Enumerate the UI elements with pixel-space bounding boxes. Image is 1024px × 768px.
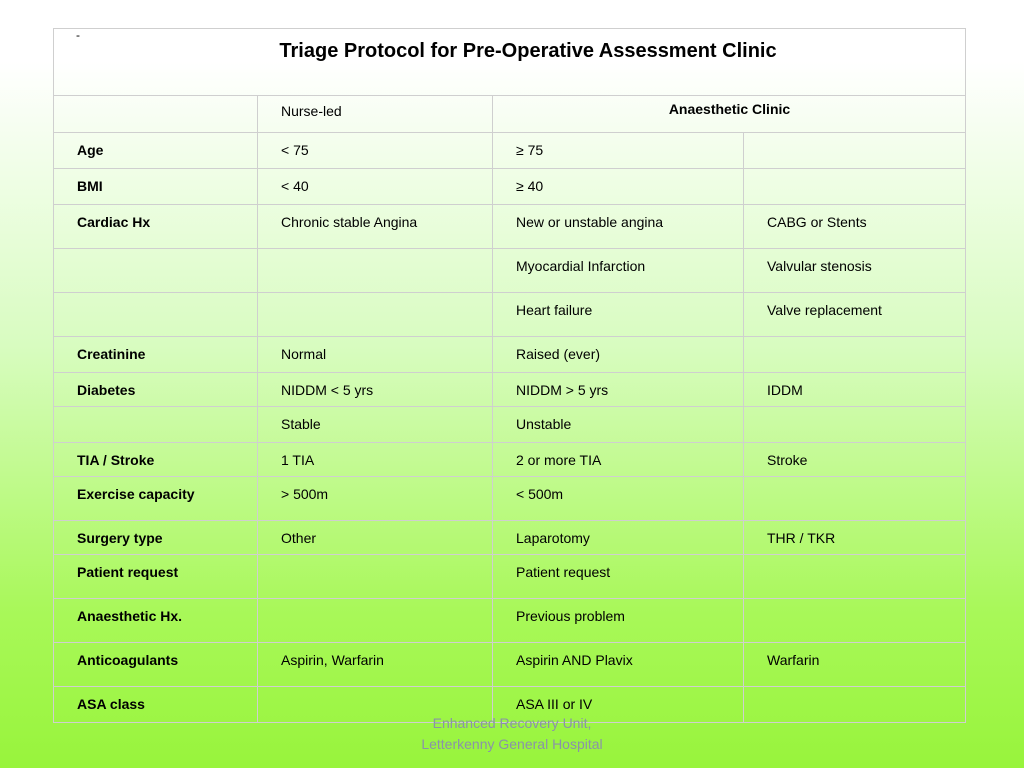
table-row [54,133,966,169]
nurse-led-cell: 1 TIA [258,443,493,477]
table-row [54,443,966,477]
anaesthetic-cell: 2 or more TIA [493,443,744,477]
anaesthetic-extra-cell: IDDM [744,373,966,407]
nurse-led-header: Nurse-led [258,96,493,133]
nurse-led-cell [258,249,493,293]
nurse-led-cell: Aspirin, Warfarin [258,643,493,687]
table-row [54,337,966,373]
nurse-led-cell [258,293,493,337]
header-row [54,96,966,133]
nurse-led-cell: < 40 [258,169,493,205]
anaesthetic-cell: Aspirin AND Plavix [493,643,744,687]
table-row [54,477,966,521]
anaesthetic-clinic-header: Anaesthetic Clinic [493,96,966,133]
nurse-led-cell: Other [258,521,493,555]
anaesthetic-cell: Heart failure [493,293,744,337]
anaesthetic-extra-cell: Warfarin [744,643,966,687]
anaesthetic-extra-cell: Stroke [744,443,966,477]
title-mark: - [76,28,80,42]
table-row [54,407,966,443]
row-label-cell: Age [54,133,258,169]
row-label-cell: Cardiac Hx [54,205,258,249]
row-label-cell [54,293,258,337]
page-title: Triage Protocol for Pre-Operative Assessment Clinic [279,40,777,62]
anaesthetic-cell: Laparotomy [493,521,744,555]
anaesthetic-extra-cell [744,337,966,373]
header-empty-cell [54,96,258,133]
row-label-cell: ASA class [54,687,258,723]
row-label-cell: Exercise capacity [54,477,258,521]
anaesthetic-extra-cell [744,477,966,521]
anaesthetic-extra-cell [744,555,966,599]
anaesthetic-cell: New or unstable angina [493,205,744,249]
title-cell [54,29,966,96]
nurse-led-cell [258,599,493,643]
anaesthetic-cell: Patient request [493,555,744,599]
table-row [54,249,966,293]
row-label-cell: TIA / Stroke [54,443,258,477]
anaesthetic-cell: ASA III or IV [493,687,744,723]
nurse-led-cell: NIDDM < 5 yrs [258,373,493,407]
row-label-cell: BMI [54,169,258,205]
table-row [54,169,966,205]
nurse-led-cell: < 75 [258,133,493,169]
anaesthetic-cell: < 500m [493,477,744,521]
table-row [54,555,966,599]
nurse-led-cell [258,555,493,599]
table-row [54,599,966,643]
nurse-led-cell: Stable [258,407,493,443]
anaesthetic-extra-cell [744,169,966,205]
row-label-cell: Anaesthetic Hx. [54,599,258,643]
anaesthetic-extra-cell: CABG or Stents [744,205,966,249]
anaesthetic-cell: Myocardial Infarction [493,249,744,293]
table-body [54,133,966,723]
row-label-cell: Anticoagulants [54,643,258,687]
table-row [54,373,966,407]
row-label-cell: Patient request [54,555,258,599]
nurse-led-cell: Chronic stable Angina [258,205,493,249]
table-row [54,293,966,337]
row-label-cell: Diabetes [54,373,258,407]
row-label-cell: Creatinine [54,337,258,373]
anaesthetic-cell: ≥ 75 [493,133,744,169]
anaesthetic-cell: Raised (ever) [493,337,744,373]
anaesthetic-extra-cell [744,407,966,443]
anaesthetic-cell: NIDDM > 5 yrs [493,373,744,407]
footer-unit: Enhanced Recovery Unit, [432,715,592,731]
anaesthetic-cell: Unstable [493,407,744,443]
row-label-cell [54,249,258,293]
triage-protocol-table [53,28,966,723]
anaesthetic-extra-cell: Valve replacement [744,293,966,337]
table-row [54,521,966,555]
anaesthetic-extra-cell [744,133,966,169]
row-label-cell [54,407,258,443]
table-row [54,643,966,687]
table-row [54,205,966,249]
anaesthetic-cell: Previous problem [493,599,744,643]
footer-hospital: Letterkenny General Hospital [421,736,603,752]
anaesthetic-cell: ≥ 40 [493,169,744,205]
row-label-cell: Surgery type [54,521,258,555]
footer [0,713,1024,755]
anaesthetic-extra-cell: THR / TKR [744,521,966,555]
title-row [54,29,966,96]
nurse-led-cell: > 500m [258,477,493,521]
nurse-led-cell: Normal [258,337,493,373]
anaesthetic-extra-cell: Valvular stenosis [744,249,966,293]
anaesthetic-extra-cell [744,599,966,643]
